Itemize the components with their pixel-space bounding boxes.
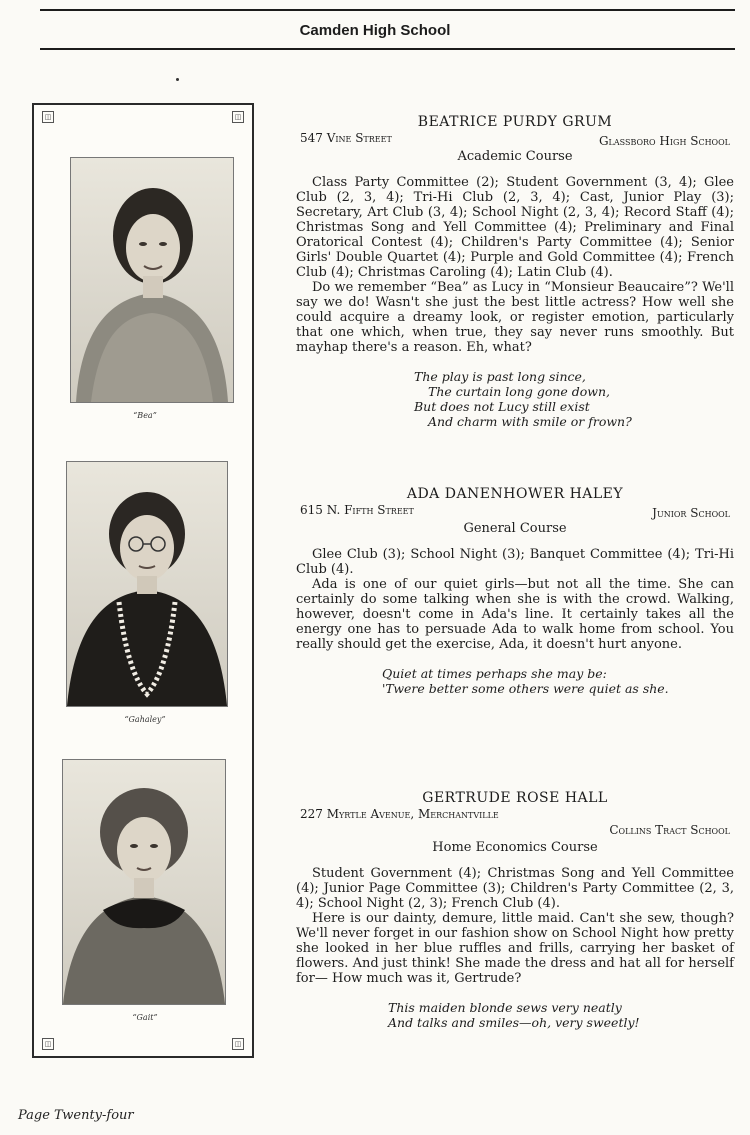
- write-up: Here is our dainty, demure, little maid. Can't she sew, though? We'll never forget in our fashion show on School Night how pretty she looked in her blue ruffles and frills, carrying her basket of flowers. And just think! She made the dress and hat all for herself for— How much was it, Gertrude?: [296, 911, 734, 986]
- corner-ornament-icon: ◫: [232, 111, 244, 123]
- activities-list: Student Government (4); Christmas Song and Yell Committee (4); Junior Page Committee (3); Children's Party Committee (2, 3, 4); School Night (2, 3); French Club (4).: [296, 866, 734, 911]
- portrait-photo-gait: [62, 759, 226, 1005]
- portrait-photo-gahaley: [66, 461, 228, 707]
- address-row: [296, 503, 734, 520]
- header-rule-top: [40, 9, 735, 11]
- senior-entry: [296, 790, 734, 1030]
- page-number: Page Twenty-four: [18, 1108, 134, 1123]
- previous-school: Junior School: [652, 506, 730, 520]
- corner-ornament-icon: ◫: [42, 111, 54, 123]
- verse-line: The play is past long since,: [414, 369, 586, 384]
- write-up: Ada is one of our quiet girls—but not all the time. She can certainly do some talking when she is with the crowd. Walking, however, doesn't come in Ada's line. It certainly takes all the energy one has to persuade Ada to walk home from school. You really should get the exercise, Ada, it doesn't hurt anyone.: [296, 577, 734, 652]
- verse-line: 'Twere better some others were quiet as she.: [382, 681, 669, 696]
- photo-panel: [32, 103, 254, 1058]
- verse-line: And talks and smiles—oh, very sweetly!: [388, 1015, 640, 1030]
- corner-ornament-icon: ◫: [232, 1038, 244, 1050]
- verse: [414, 369, 734, 429]
- address-row: [296, 823, 734, 839]
- home-address: 227 Myrtle Avenue, Merchantville: [300, 807, 499, 821]
- portrait-caption: “Gait”: [132, 1013, 158, 1022]
- course-of-study: Home Economics Course: [432, 840, 598, 855]
- home-address: 615 N. Fifth Street: [300, 503, 414, 517]
- senior-entry: [296, 486, 734, 696]
- verse: [388, 1000, 734, 1030]
- portrait-caption: “Bea”: [133, 411, 157, 420]
- header-rule-bottom: [40, 48, 735, 50]
- senior-entry: [296, 114, 734, 429]
- portrait-caption: “Gahaley”: [124, 715, 166, 724]
- running-header: Camden High School: [299, 22, 451, 39]
- senior-name: BEATRICE PURDY GRUM: [417, 114, 613, 130]
- corner-ornament-icon: ◫: [42, 1038, 54, 1050]
- verse-line: The curtain long gone down,: [428, 384, 611, 399]
- senior-name: GERTRUDE ROSE HALL: [422, 790, 608, 806]
- previous-school: Collins Tract School: [609, 823, 730, 837]
- verse: [382, 666, 734, 696]
- home-address: 547 Vine Street: [300, 131, 392, 145]
- address-row: [296, 807, 734, 823]
- course-of-study: General Course: [463, 521, 567, 536]
- verse-line: And charm with smile or frown?: [428, 414, 632, 429]
- previous-school: Glassboro High School: [598, 134, 730, 148]
- activities-list: Class Party Committee (2); Student Government (3, 4); Glee Club (2, 3, 4); Tri-Hi Club (2, 3, 4); Cast, Junior Play (3); Secretary, Art Club (3, 4); School Night (2, 3, 4); Record Staff (4); Christmas Song and Yell Committee (4); Preliminary and Final Oratorical Contest (4); Children's Party Committee (4); Senior Girls' Double Quartet (4); Purple and Gold Committee (4); French Club (4); Christmas Caroling (4); Latin Club (4).: [296, 175, 734, 280]
- course-of-study: Academic Course: [457, 149, 573, 164]
- address-row: [296, 131, 734, 148]
- verse-line: Quiet at times perhaps she may be:: [382, 666, 607, 681]
- write-up: Do we remember “Bea” as Lucy in “Monsieur Beaucaire”? We'll say we do! Wasn't she just the best little actress? How well she could acquire a dreamy look, or register emotion, particularly that one which, when true, they say never runs smoothly. But mayhap there's a reason. Eh, what?: [296, 280, 734, 355]
- senior-name: ADA DANENHOWER HALEY: [406, 486, 624, 502]
- verse-line: But does not Lucy still exist: [414, 399, 590, 414]
- ink-speck: [176, 78, 179, 81]
- verse-line: This maiden blonde sews very neatly: [388, 1000, 622, 1015]
- activities-list: Glee Club (3); School Night (3); Banquet Committee (4); Tri-Hi Club (4).: [296, 547, 734, 577]
- portrait-photo-bea: [70, 157, 234, 403]
